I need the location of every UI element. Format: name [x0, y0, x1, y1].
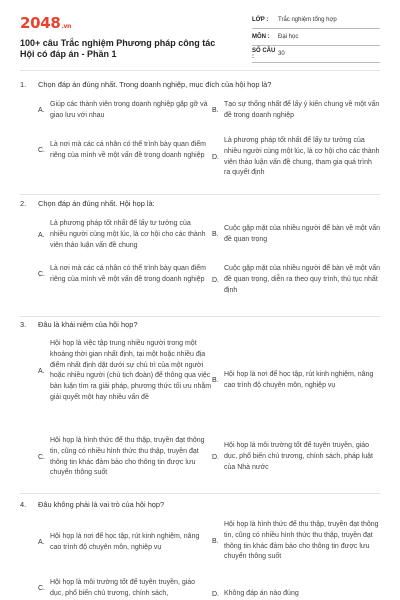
divider [20, 194, 380, 195]
option-text: Không đáp án nào đúng [224, 590, 299, 597]
option-b[interactable] [212, 224, 380, 246]
question-text-row [20, 80, 380, 90]
meta-value: Đại học [278, 34, 299, 40]
question-3 [20, 320, 380, 330]
question-4 [20, 500, 380, 510]
site-logo[interactable] [20, 14, 71, 32]
option-letter: B. [212, 538, 219, 546]
meta-value: Trắc nghiệm tổng hợp [278, 17, 337, 23]
option-d[interactable] [212, 136, 380, 179]
option-b[interactable] [212, 100, 380, 122]
logo-text: 2048 [20, 14, 61, 32]
page-title: 100+ câu Trắc nghiệm Phương pháp công tác Hội có đáp án - Phần 1 [20, 38, 216, 59]
option-c[interactable] [38, 578, 208, 600]
divider [20, 493, 380, 494]
option-c[interactable] [38, 436, 208, 479]
question-text: Đâu không phải là vai trò của hội họp? [38, 500, 165, 509]
option-text: Là nơi mà các cá nhân có thể trình bày quan điểm riêng của mình về một vấn đề trong doanh nghiệp [50, 141, 206, 159]
document-header [20, 12, 380, 64]
meta-key: SỐ CÂU : [252, 48, 276, 60]
option-b[interactable] [212, 520, 380, 563]
option-c[interactable] [38, 264, 208, 286]
option-d[interactable] [212, 441, 380, 473]
option-letter: A. [38, 367, 45, 375]
meta-row-subject [252, 29, 380, 46]
option-text: Hội họp là hình thức để thu thập, truyền đạt thông tin, cũng có nhiều hình thức thu thập, truyền đạt thông tin khác đảm bảo cho thông tin được lưu chuyển thông suốt [50, 437, 205, 477]
question-text-row [20, 500, 380, 510]
option-text: Tạo sự thống nhất để lấy ý kiến chung về một vấn đề trong doanh nghiệp [224, 101, 380, 119]
option-letter: D. [212, 276, 219, 284]
option-text: Hội họp là nơi để học tập, rút kinh nghiệm, nâng cao trình độ chuyên môn, nghiệp vụ [50, 533, 200, 551]
option-text: Hội họp là hình thức để thu thập, truyền đạt thông tin, cũng có nhiều hình thức thu thập, truyền đạt thông tin khác đảm bảo cho thông tin được lưu chuyển thông suốt [224, 521, 379, 561]
option-text: Hội họp là việc tập trung nhiều người trong một khoảng thời gian nhất định, tại một hoặc nhiều địa điểm nhất định dặt dưới sự chủ trì của một người hoặc nhiều người (chủ tịch đoàn) để thông qua việc bàn luận tìm ra giải pháp, phương thức tối ưu nhằm giải quyết một hay nhiều vấn đề [50, 340, 212, 401]
option-b[interactable] [212, 370, 380, 392]
option-text: Hội họp là nơi để học tập, rút kinh nghiệm, nâng cao trình độ chuyên môn, nghiệp vụ [224, 371, 374, 389]
meta-table [252, 12, 380, 63]
question-text: Chọn đáp án đúng nhất. Trong doanh nghiệp, mục đích của hội họp là? [38, 80, 272, 89]
option-letter: B. [212, 107, 219, 115]
option-text: Hội họp là môi trường tốt để tuyên truyền, giáo dục, phổ biến chủ trương, chính sách, pháp luật của Nhà nước [224, 442, 373, 471]
option-letter: A. [38, 107, 45, 115]
divider [20, 70, 380, 71]
question-number: 1. [20, 80, 27, 89]
option-letter: C. [38, 585, 45, 593]
question-text: Đâu là khái niệm của hội họp? [38, 320, 138, 329]
option-a[interactable] [38, 100, 208, 122]
meta-row-class [252, 12, 380, 29]
question-2 [20, 199, 380, 209]
option-letter: D. [212, 453, 219, 461]
meta-value: 30 [278, 51, 285, 57]
option-letter: D. [212, 590, 219, 598]
option-a[interactable] [38, 339, 218, 404]
option-text: Cuộc gặp mặt của nhiều người để bàn về một vấn đề quan trọng, diễn ra theo quy trình, thủ tục nhất định [224, 265, 380, 294]
option-letter: A. [38, 231, 45, 239]
option-letter: C. [38, 271, 45, 279]
option-letter: B. [212, 377, 219, 385]
question-number: 3. [20, 320, 27, 329]
option-letter: D. [212, 154, 219, 162]
question-number: 4. [20, 500, 27, 509]
option-text: Giúp các thành viên trong doanh nghiệp gặp gỡ và giao lưu với nhau [50, 101, 208, 119]
divider [20, 316, 380, 317]
option-text: Là phương pháp tốt nhất để lấy tư tưởng của nhiều người cùng một lúc, là cơ hội cho các thành viên thảo luận vấn đề chung, tham gia quá trình ra quyết định [224, 137, 380, 177]
question-text-row [20, 320, 380, 330]
logo-suffix: .vn [61, 23, 72, 30]
option-d[interactable] [212, 589, 380, 600]
option-d[interactable] [212, 264, 380, 296]
option-text: Là nơi mà các cá nhân có thể trình bày quan điểm riêng của mình về một vấn đề trong doanh nghiệp [50, 265, 206, 283]
option-letter: C. [38, 147, 45, 155]
meta-key: MÔN : [252, 34, 270, 40]
meta-row-count [252, 46, 380, 63]
question-text-row [20, 199, 380, 209]
option-letter: A. [38, 539, 45, 547]
question-number: 2. [20, 199, 27, 208]
option-c[interactable] [38, 140, 208, 162]
option-letter: C. [38, 454, 45, 462]
meta-key: LỚP : [252, 17, 269, 23]
question-text: Chọn đáp án đúng nhất. Hội họp là: [38, 199, 155, 208]
option-a[interactable] [38, 219, 208, 251]
question-1 [20, 80, 380, 90]
option-letter: B. [212, 231, 219, 239]
option-text: Là phương pháp tốt nhất để lấy tư tưởng của nhiều người cùng một lúc, là cơ hội cho các thành viên thảo luận vấn đề chung [50, 220, 206, 249]
option-text: Cuộc gặp mặt của nhiều người để bàn về một vấn đề quan trọng [224, 225, 380, 243]
option-text: Hội họp là môi trường tốt để tuyên truyền, giáo dục, phổ biến chủ trương, chính sách, [50, 579, 196, 597]
option-a[interactable] [38, 532, 208, 554]
